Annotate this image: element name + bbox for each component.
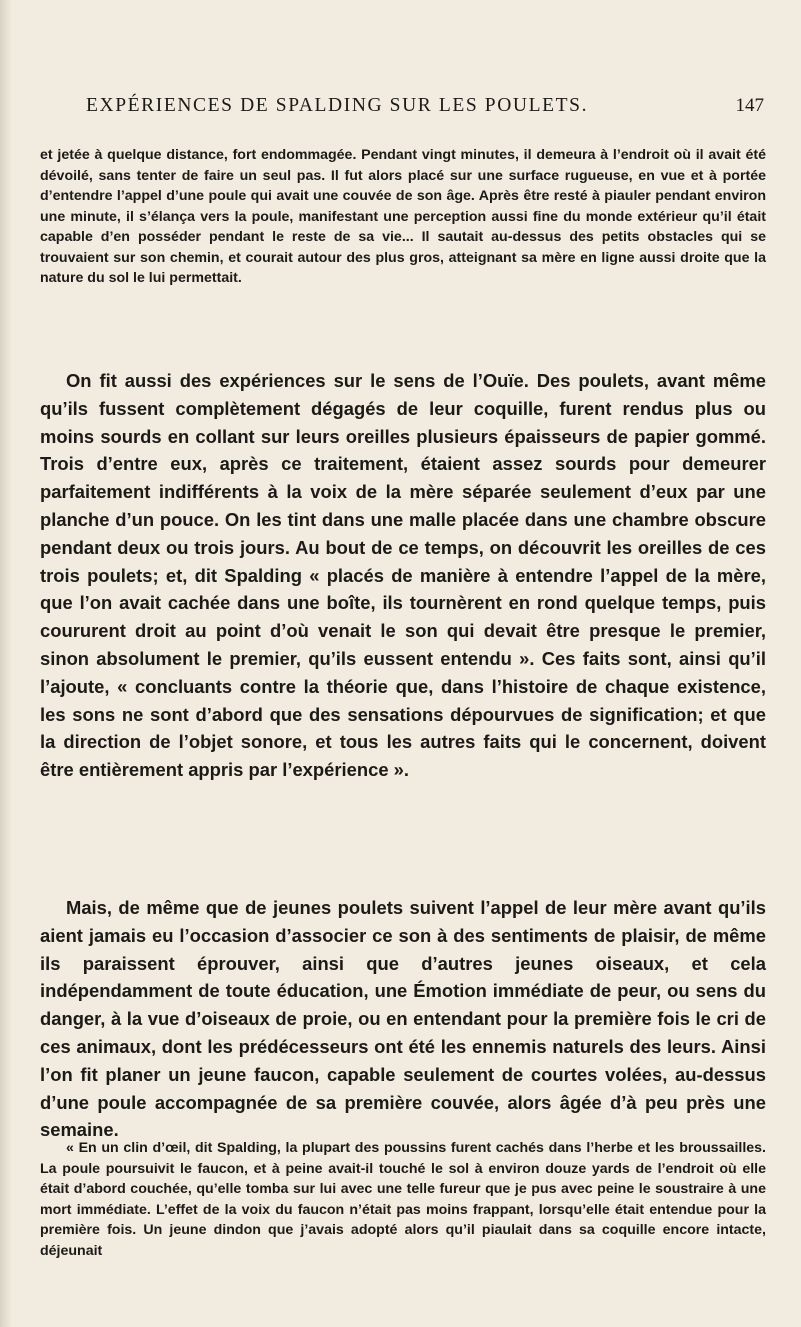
spalding-quote: « En un clin d’œil, dit Spalding, la plupart des poussins furent cachés dans l’herbe et les broussailles. La poule poursuivit le faucon, et à peine avait-il touché le sol à environ douze yards de l’endroit où elle était d’abord couchée, qu’elle tomba sur lui avec une telle fureur que je pus avec peine le soustraire à une mort immédiate. L’effet de la voix du faucon n’était pas moins frappant, lorsqu’elle était entendue pour la première fois. Un jeune dindon que j’avais adopté alors qu’il piaulait dans sa coquille encore intacte, déjeunait: [40, 1140, 766, 1259]
page-number: 147: [735, 95, 764, 116]
paragraph-hearing-experiments: On fit aussi des expériences sur le sens de l’Ouïe. Des poulets, avant même qu’ils fussent complètement dégagés de leur coquille, furent rendus plus ou moins sourds en collant sur leurs oreilles plusieurs épaisseurs de papier gommé. Trois d’entre eux, après ce traitement, étaient assez sourds pour demeurer parfaitement indifférents à la voix de la mère séparée seulement d’eux par une planche d’un pouce. On les tint dans une malle placée dans une chambre obscure pendant deux ou trois jours. Au bout de ce temps, on découvrit les oreilles de ces trois poulets; et, dit Spalding « placés de manière à entendre l’appel de la mère, que l’on avait cachée dans une boîte, ils tournèrent en rond quelque temps, puis coururent droit au point d’où venait le son qui devait être presque le premier, sinon absolument le premier, qu’ils eussent entendu ». Ces faits sont, ainsi qu’il l’ajoute, « concluants contre la théorie que, dans l’histoire de chaque existence, les sons ne sont d’abord que des sensations dépourvues de signification; et que la direction de l’objet sonore, et tous les autres faits qui le concernent, doivent être entièrement appris par l’expérience ».: [40, 370, 766, 781]
running-header: [48, 95, 764, 125]
paragraph-fear-instinct: Mais, de même que de jeunes poulets suivent l’appel de leur mère avant qu’ils aient jamais eu l’occasion d’associer ce son à des sentiments de plaisir, de même ils paraissent éprouver, ainsi que d’autres jeunes oiseaux, et cela indépendamment de toute éducation, une Émotion immédiate de peur, ou sens du danger, à la vue d’oiseaux de proie, ou en entendant pour la première fois le cri de ces animaux, dont les prédécesseurs ont été les ennemis naturels des leurs. Ainsi l’on fit planer un jeune faucon, capable seulement de courtes volées, au-dessus d’une poule accompagnée de sa première couvée, alors âgée d’à peu près une semaine.: [40, 897, 766, 1141]
page-gutter-shadow: [0, 0, 12, 1327]
running-title: EXPÉRIENCES DE SPALDING SUR LES POULETS.: [86, 95, 589, 116]
continuation-paragraph: et jetée à quelque distance, fort endommagée. Pendant vingt minutes, il demeura à l’endroit où il avait été dévoilé, sans tenter de faire un seul pas. Il fut alors placé sur une surface rugueuse, en vue et à portée d’entendre l’appel d’une poule qui avait une couvée de son âge. Après être resté à piauler pendant environ une minute, il s’élança vers la poule, manifestant une perception aussi fine du monde extérieur qu’il était capable d’en posséder pendant le reste de sa vie... Il sautait au-dessus des petits obstacles qui se trouvaient sur son chemin, et courait autour des plus gros, atteignant sa mère en ligne aussi droite que la nature du sol le lui permettait.: [40, 147, 766, 286]
